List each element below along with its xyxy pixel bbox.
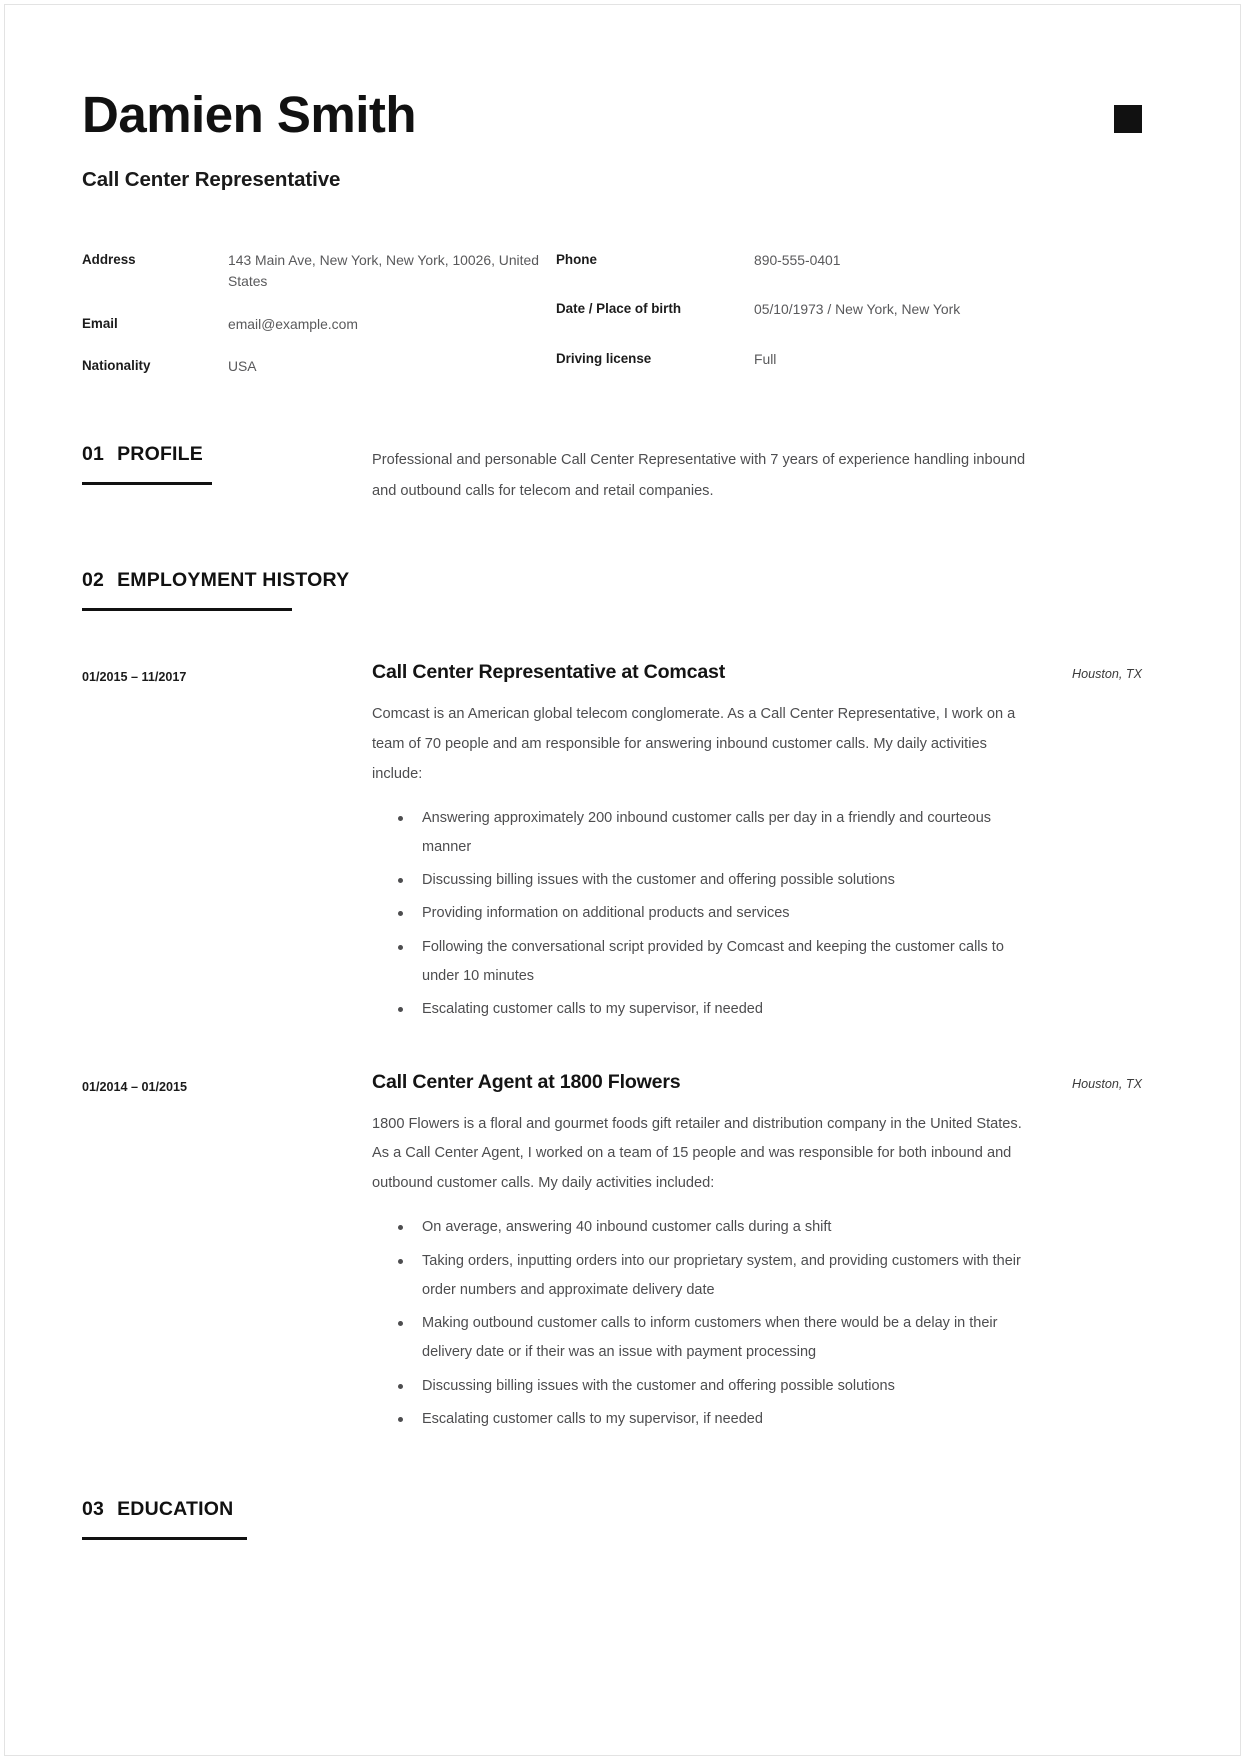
contact-value-driving-license: Full [754,350,777,367]
employment-entry [82,1029,1142,1439]
list-item: Discussing billing issues with the customer and offering possible solutions [398,866,1038,899]
contact-value-email: email@example.com [228,315,358,332]
candidate-job-title: Call Center Representative [82,167,341,191]
candidate-name: Damien Smith [82,86,417,143]
section-education-label: EDUCATION [117,1498,234,1521]
section-profile [82,399,1142,507]
contact-column-right [556,250,1036,399]
section-employment-rule [82,608,292,611]
list-item: On average, answering 40 inbound customer calls during a shift [398,1213,1038,1246]
contact-label-address: Address [82,251,136,267]
section-profile-heading [82,443,372,507]
contact-value-address: 143 Main Ave, New York, New York, 10026, United States [228,251,539,290]
section-profile-label: PROFILE [117,442,203,465]
employment-detail [372,661,1142,1029]
section-employment-title [82,569,372,592]
section-employment-number: 02 [82,568,105,591]
section-education-title [82,1498,372,1521]
section-education-body [372,1498,1142,1540]
employment-location: Houston, TX [1072,1076,1142,1091]
list-item: Providing information on additional products and services [398,899,1038,932]
resume-header [82,0,1142,192]
section-profile-body [372,443,1142,507]
section-education-number: 03 [82,1498,105,1521]
section-profile-title [82,443,372,466]
list-item: Answering approximately 200 inbound customer calls per day in a friendly and courteous manner [398,804,1038,867]
list-item: Escalating customer calls to my supervisor, if needed [398,1405,1038,1438]
employment-detail [372,1071,1142,1439]
employment-location: Houston, TX [1072,666,1142,681]
profile-summary-text: Professional and personable Call Center Representative with 7 years of experience handling inbound and outbound calls for telecom and retail companies. [372,451,1026,499]
list-item: Making outbound customer calls to inform customers when there would be a delay in their delivery date or if their was an issue with payment processing [398,1309,1038,1372]
section-employment-heading [82,569,372,611]
contact-label-email: Email [82,315,118,331]
employment-bullet-list [372,1213,1142,1438]
contact-label-birth: Date / Place of birth [556,301,682,317]
list-item: Escalating customer calls to my supervisor, if needed [398,995,1038,1028]
contact-value-phone: 890-555-0401 [754,251,841,268]
contact-label-nationality: Nationality [82,358,151,374]
contact-value-nationality: USA [228,358,257,375]
contact-label-driving-license: Driving license [556,350,652,366]
section-employment-label: EMPLOYMENT HISTORY [117,568,350,591]
employment-role: Call Center Agent at 1800 Flowers [372,1070,681,1093]
employment-bullet-list [372,804,1142,1029]
employment-header [372,661,1142,684]
photo-placeholder-icon [1114,105,1142,133]
section-profile-number: 01 [82,442,105,465]
resume-content [82,0,1142,1540]
section-education-rule [82,1537,247,1540]
employment-dates: 01/2014 – 01/2015 [82,1079,188,1094]
contact-value-birth: 05/10/1973 / New York, New York [754,301,961,318]
section-profile-rule [82,482,212,485]
list-item: Discussing billing issues with the customer and offering possible solutions [398,1372,1038,1405]
contact-details [82,192,1142,399]
employment-description: Comcast is an American global telecom conglomerate. As a Call Center Representative, I work on a team of 70 people and am responsible for answering inbound customer calls. My daily activities include: [372,705,1016,782]
section-education-heading [82,1498,372,1540]
list-item: Taking orders, inputting orders into our proprietary system, and providing customers with their order numbers and approximate delivery date [398,1247,1038,1310]
employment-dates: 01/2015 – 11/2017 [82,669,187,684]
section-employment [82,507,1142,611]
employment-role: Call Center Representative at Comcast [372,660,726,683]
employment-header [372,1071,1142,1094]
employment-description: 1800 Flowers is a floral and gourmet foods gift retailer and distribution company in the United States. As a Call Center Agent, I worked on a team of 15 people and was responsible for both inbound and outbound customer calls. My daily activities included: [372,1115,1022,1192]
section-education [82,1438,1142,1540]
contact-column-left [82,250,556,399]
list-item: Following the conversational script provided by Comcast and keeping the customer calls to under 10 minutes [398,933,1038,996]
contact-label-phone: Phone [556,251,597,267]
employment-entry [82,611,1142,1029]
